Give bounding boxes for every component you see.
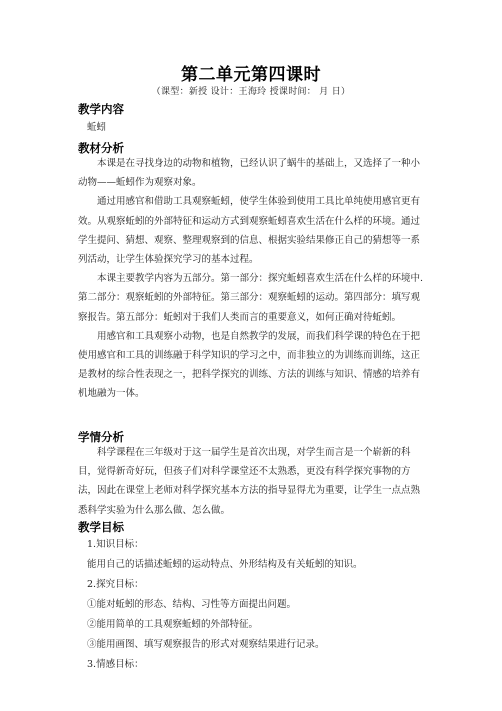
content-text: 蚯蚓 bbox=[87, 122, 107, 133]
content-section bbox=[78, 118, 426, 137]
students-para-1: 科学课程在三年级对于这一届学生是首次出现，对学生而言是一个崭新的科目，觉得新奇好玩，但孩子们对科学课堂还不太熟悉，更没有科学探究事物的方法，因此在课堂上老师对科学探究基本方法的指导显得尤为重要，让学生一点点熟悉科学实验为什么那么做、怎么做。 bbox=[78, 447, 421, 516]
goal-item: 能用自己的话描述蚯蚓的运动特点、外形结构及有关蚯蚓的知识。 bbox=[87, 559, 363, 570]
heading-content: 教学内容 bbox=[78, 102, 124, 116]
goal-item: ②能用简单的工具观察蚯蚓的外部特征。 bbox=[87, 619, 259, 630]
material-para-1: 本课是在寻找身边的动物和植物，已经认识了蜗牛的基础上，又选择了一种小动物——蚯蚓作为观察对象。 bbox=[78, 158, 421, 189]
heading-material: 教材分析 bbox=[78, 141, 124, 155]
goal-item: 3.情感目标： bbox=[87, 659, 144, 670]
heading-students: 学情分析 bbox=[78, 430, 124, 444]
material-para-4: 用感官和工具观察小动物，也是自然教学的发展，而我们科学课的特色在于把使用感官和工具的训练融于科学知识的学习之中，而非独立的为训练而训练，这正是教材的综合性表现之一，把科学探究的训练、方法的训练与知识、情感的培养有机地融为一体。 bbox=[78, 330, 421, 400]
goal-item: 2.探究目标： bbox=[87, 579, 144, 590]
goal-item: 1.知识目标： bbox=[87, 539, 144, 550]
lesson-meta: （课型：新授 设计：王海玲 授课时间： 月 日） bbox=[151, 87, 351, 97]
heading-goals: 教学目标 bbox=[78, 520, 124, 534]
material-para-2: 通过用感官和借助工具观察蚯蚓，使学生体验到使用工具比单纯使用感官更有效。从观察蚯蚓的外部特征和运动方式到观察蚯蚓喜欢生活在什么样的环境。通过学生提问、猜想、观察、整理观察到的信息、根据实验结果修正自己的猜想等一系列活动，让学生体验探究学习的基本过程。 bbox=[78, 196, 421, 266]
goal-item: ③能用画图、填写观察报告的形式对观察结果进行记录。 bbox=[87, 639, 325, 650]
material-para-3: 本课主要教学内容为五部分。第一部分：探究蚯蚓喜欢生活在什么样的环境中.第二部分：观察蚯蚓的外部特征。第三部分：观察蚯蚓的运动。第四部分：填写观察报告。第五部分：蚯蚓对于我们人类而言的重要意义，如何正确对待蚯蚓。 bbox=[78, 273, 424, 323]
page-title: 第二单元第四课时 bbox=[181, 65, 321, 85]
material-section bbox=[78, 154, 426, 404]
students-section bbox=[78, 443, 426, 520]
goal-item: ①能对蚯蚓的形态、结构、习性等方面提出问题。 bbox=[87, 599, 297, 610]
